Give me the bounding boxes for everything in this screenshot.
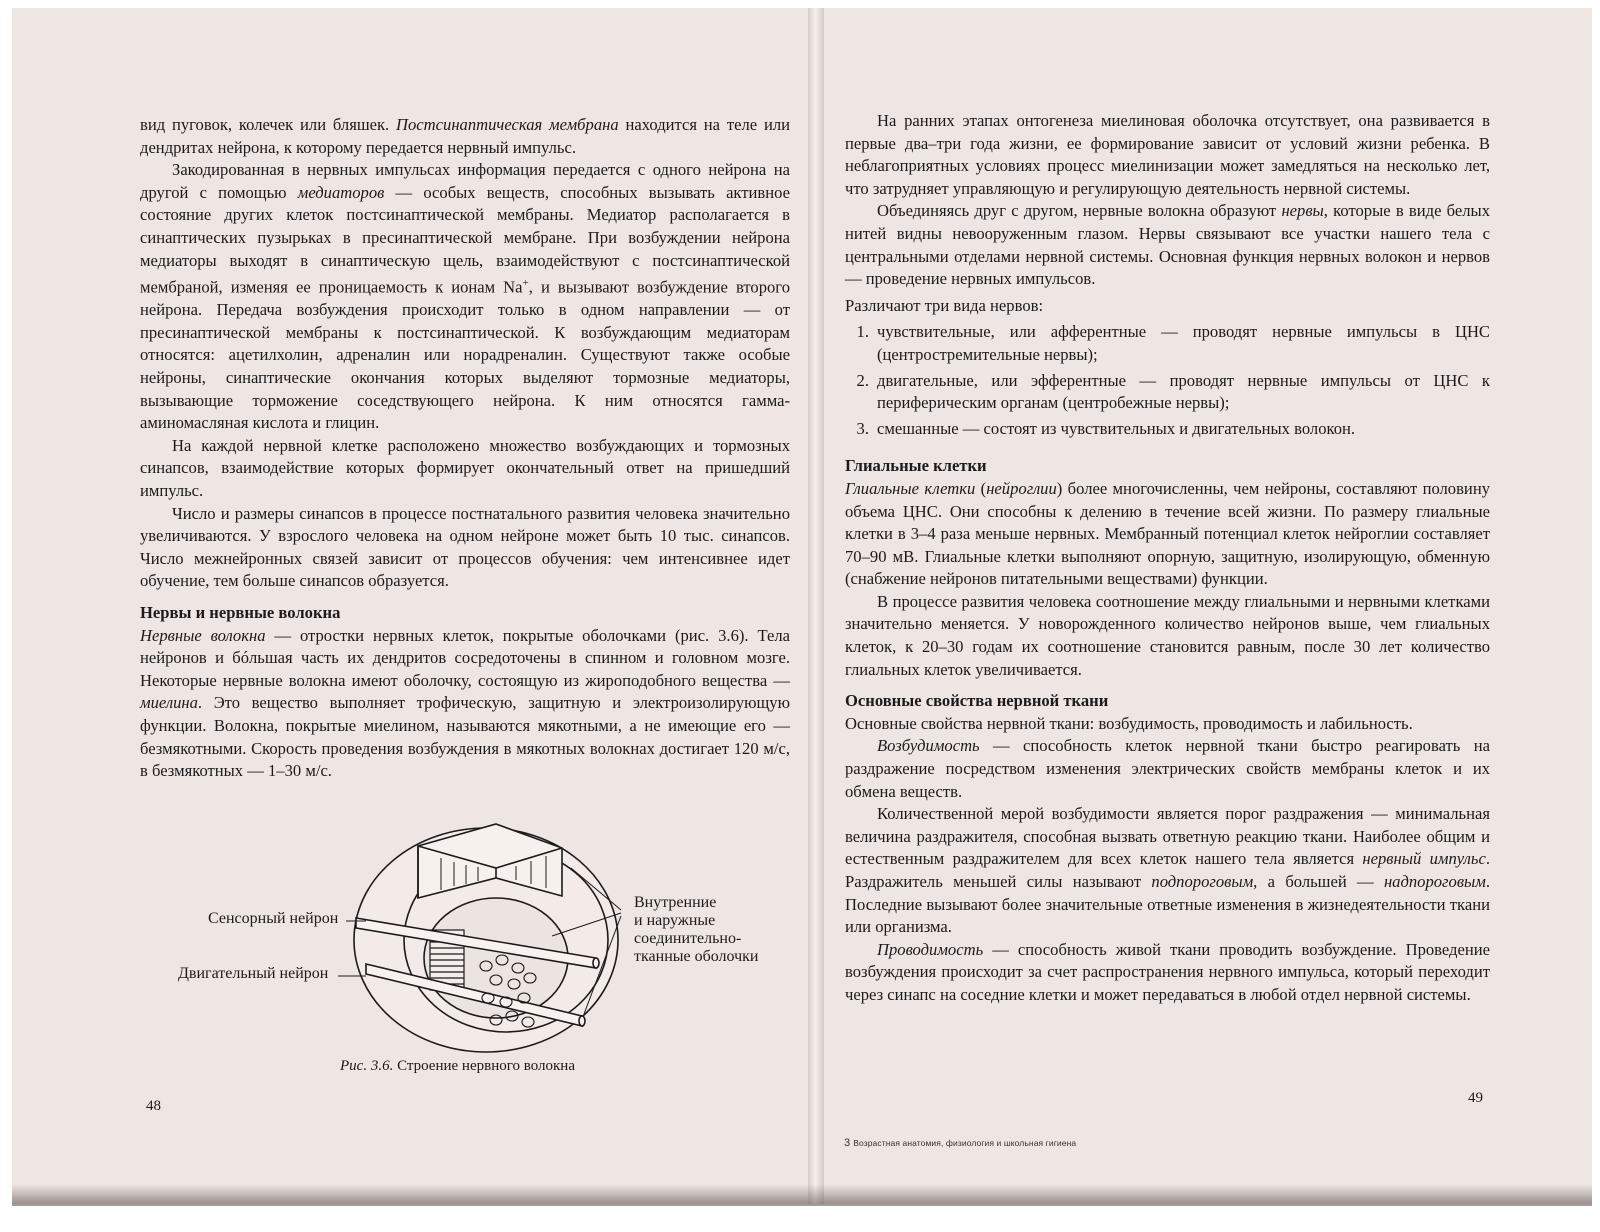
- book-gutter: [808, 8, 824, 1204]
- paragraph: Нервные волокна — отростки нервных клеток, покрытые оболочками (рис. 3.6). Тела нейронов и бóльшая часть их дендритов сосредоточены в спинном и головном мозге. Некоторые нервные волокна имеют оболочку, состоящую из жироподобного вещества — миелина. Это вещество выполняет трофическую, защитную и электроизолирующую функции. Волокна, покрытые миелином, называются мякотными, а не имеющие его — безмякотными. Скорость проведения возбуждения в мякотных волокнах достигает 120 м/с, в безмякотных — 1–30 м/с.: [140, 625, 790, 781]
- paragraph: Проводимость — способность живой ткани проводить возбуждение. Проведение возбуждения происходит за счет распространения нервного импульса, который переходит через синапс на соседние клетки и может передаваться в любой отдел нервной системы.: [845, 939, 1490, 1004]
- section-heading: Основные свойства нервной ткани: [845, 691, 1109, 711]
- label-leader-line: [338, 974, 366, 978]
- nerve-types-list: [845, 321, 1490, 440]
- paragraph: Глиальные клетки (нейроглии) более многочисленны, чем нейроны, составляют половину объема ЦНС. Они способны к делению в течение всей жизни. По размеру глиальные клетки в 3–4 раза меньше нервных. Мембранный потенциал клеток нейроглии составляет 70–90 мВ. Глиальные клетки выполняют опорную, защитную, изолирующую, обменную (снабжение нейронов питательными веществами) функции.: [845, 478, 1490, 589]
- label-leader-line: [346, 919, 366, 923]
- paragraph: Число и размеры синапсов в процессе постнатального развития человека значительно увеличиваются. У взрослого человека на одном нейроне может быть 10 тыс. синапсов. Число межнейронных связей зависит от процессов обучения: чем интенсивнее идет обучение, тем больше синапсов образуется.: [140, 503, 790, 591]
- paragraph: вид пуговок, колечек или бляшек. Постсинаптическая мембрана находится на теле или дендритах нейрона, к которому передается нервный импульс.: [140, 115, 790, 157]
- left-page-text: [140, 114, 790, 783]
- paragraph: Возбудимость — способность клеток нервной ткани быстро реагировать на раздражение посредством изменения электрических свойств мембраны клеток и их обмена веществ.: [845, 736, 1490, 801]
- label-sheaths: Внутренние и наружные соединительно- тканные оболочки: [634, 894, 759, 965]
- page-number-left: 48: [146, 1098, 161, 1114]
- page-number-right: 49: [1468, 1090, 1483, 1106]
- paragraph: В процессе развития человека соотношение между глиальными и нервными клетками значительно меняется. У новорожденного количество нейронов выше, чем глиальных клеток, к 20–30 годам их соотношение становится равным, после 30 лет количество глиальных клеток увеличивается.: [845, 591, 1490, 679]
- paragraph: Основные свойства нервной ткани: возбудимость, проводимость и лабильность.: [845, 713, 1413, 733]
- list-item: 3. смешанные — состоят из чувствительных и двигательных волокон.: [856, 418, 1356, 438]
- section-heading: Нервы и нервные волокна: [140, 603, 341, 622]
- page-edge-shadow: [12, 1184, 1592, 1206]
- paragraph: Закодированная в нервных импульсах информация передается с одного нейрона на другой с помощью медиаторов — особых веществ, способных вызывать активное состояние других клеток постсинаптической мембраны. Медиатор располагается в синаптических пузырьках в пресинаптической мембране. При возбуждении нейрона медиаторы выходят в синаптическую щель, взаимодействуют с постсинаптической мембраной, изменяя ее проницаемость к ионам Na+, и вызывают возбуждение второго нейрона. Передача возбуждения происходит только в одном направлении — от пресинаптической мембраны к постсинаптической. К возбуждающим медиаторам относятся: ацетилхолин, адреналин или норадреналин. Существуют также особые нейроны, синаптические окончания которых выделяют тормозные медиаторы, вызывающие торможение соседствующего нейрона. К ним относятся гамма-аминомасляная кислота и глицин.: [140, 160, 790, 433]
- paragraph: Объединяясь друг с другом, нервные волокна образуют нервы, которые в виде белых нитей видны невооруженным глазом. Нервы связывают все участки нашего тела с центральными отделами нервной системы. Основная функция нервных волокон и нервов — проведение нервных импульсов.: [845, 201, 1490, 289]
- paragraph: Количественной мерой возбудимости является порог раздражения — минимальная величина раздражителя, способная вызвать ответную реакцию ткани. Наиболее общим и естественным раздражителем для всех клеток нашего тела является нервный импульс. Раздражитель меньшей силы называют подпороговым, а большей — надпороговым. Последние вызывают более значительные ответные изменения в жизнедеятельности ткани или организма.: [845, 804, 1491, 937]
- right-page-text: [845, 110, 1490, 1007]
- list-item: 2. двигательные, или эфферентные — проводят нервные импульсы от ЦНС к периферическим органам (центробежные нервы);: [856, 370, 1490, 413]
- book-footer: 3 Возрастная анатомия, физиология и школьная гигиена: [844, 1137, 1077, 1149]
- section-heading: Глиальные клетки: [845, 456, 987, 476]
- paragraph: Различают три вида нервов:: [845, 295, 1044, 315]
- list-item: 1. чувствительные, или афферентные — проводят нервные импульсы в ЦНС (центростремительные нервы);: [856, 322, 1490, 364]
- label-sensory-neuron: Сенсорный нейрон: [208, 910, 339, 927]
- paragraph: На ранних этапах онтогенеза миелиновая оболочка отсутствует, она развивается в первые два–три года жизни, ее формирование зависит от условий жизни ребенка. В неблагоприятных условиях процесс миелинизации может замедляться на несколько лет, что затрудняет управляющую и регулирующую деятельность нервной системы.: [845, 111, 1490, 198]
- label-motor-neuron: Двигательный нейрон: [178, 965, 329, 982]
- paragraph: На каждой нервной клетке расположено множество возбуждающих и тормозных синапсов, взаимодействие которых формирует окончательный ответ на пришедший импульс.: [140, 435, 790, 501]
- figure-caption: Рис. 3.6. Строение нервного волокна: [340, 1058, 575, 1074]
